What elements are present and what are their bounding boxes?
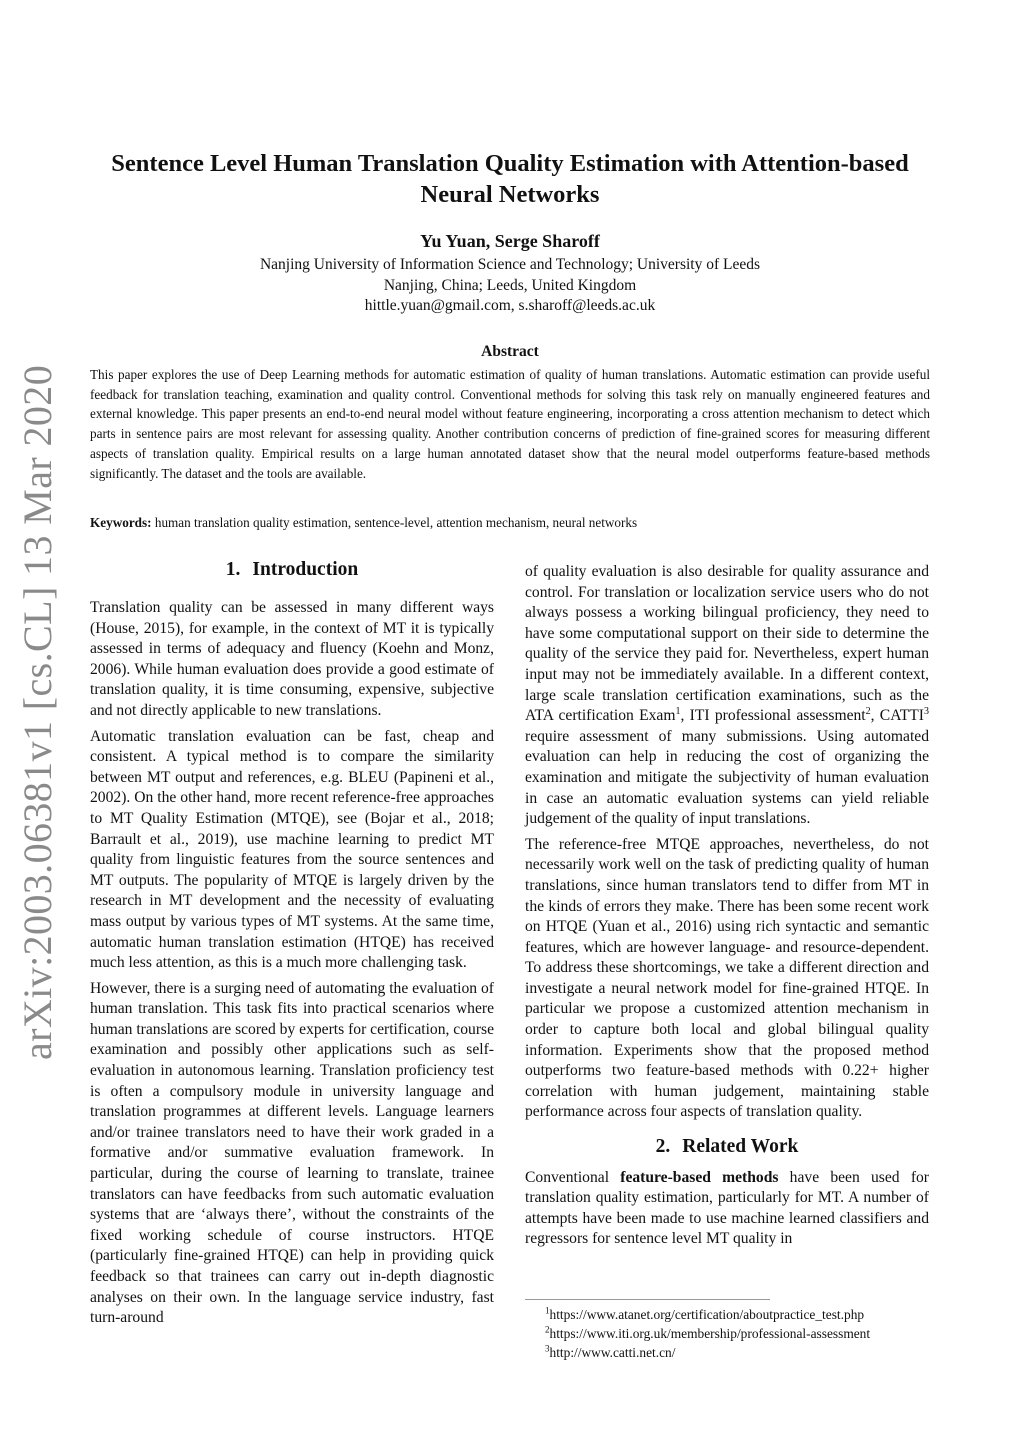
left-column [90, 559, 494, 1334]
keywords-text: human translation quality estimation, sentence-level, attention mechanism, neural networks [154, 515, 638, 530]
footnote-3-mark: 3 [545, 1343, 550, 1354]
section-1-number: 1. [225, 559, 241, 580]
footnote-1-link[interactable]: https://www.atanet.org/certification/aboutpractice_test.php [549, 1307, 865, 1322]
section-2-heading [525, 1137, 929, 1158]
footnote-1 [545, 1305, 870, 1324]
affiliation-line-2: Nanjing, China; Leeds, United Kingdom [383, 276, 637, 294]
arxiv-stamp: arXiv:2003.06381v1 [cs.CL] 13 Mar 2020 [15, 364, 60, 1060]
section-1-title: Introduction [252, 559, 359, 580]
author-emails: hittle.yuan@gmail.com, s.sharoff@leeds.ac.uk [364, 297, 656, 314]
right-column [525, 562, 929, 1255]
intro-paragraph-5: The reference-free MTQE approaches, nevertheless, do not necessarily work well on the task of predicting quality of human translations, since human translators tend to differ from MT in the kinds of errors they make. There has been some recent work on HTQE (Yuan et al., 2016) using rich syntactic and semantic features, which are however language- and resource-dependent. To address these shortcomings, we take a different direction and investigate a neural network model for fine-grained HTQE. In particular we propose a customized attention mechanism in order to capture both local and global bilingual quality information. Experiments show that the proposed method outperforms two feature-based methods with 0.22+ higher correlation with human judgement, maintaining stable performance across four aspects of translation quality. [525, 835, 929, 1121]
section-2-title: Related Work [682, 1136, 799, 1158]
authors: Yu Yuan, Serge Sharoff [420, 231, 600, 251]
intro-p4-part-b: , ITI professional assessment [680, 707, 866, 725]
abstract-text: This paper explores the use of Deep Learning methods for automatic estimation of quality of human translations. Automatic estimation can provide useful feedback for translation teaching, examination and quality control. Conventional methods for solving this task rely on manually engineered features and external knowledge. This paper presents an end-to-end neural model without feature engineering, incorporating a cross attention mechanism to detect which parts in sentence pairs are most relevant for assessing quality. Another contribution concerns of prediction of fine-grained scores for measuring different aspects of translation quality. Empirical results on a large human annotated dataset show that the neural model outperforms feature-based methods significantly. The dataset and the tools are available. [90, 367, 930, 481]
footnote-2-link[interactable]: https://www.iti.org.uk/membership/professional-assessment [549, 1326, 871, 1341]
footnote-ref-3[interactable]: 3 [923, 705, 929, 717]
title-line-2: Neural Networks [420, 181, 600, 208]
intro-paragraph-2: Automatic translation evaluation can be fast, cheap and consistent. A typical method is to compare the similarity between MT output and references, e.g. BLEU (Papineni et al., 2002). On the other hand, more recent reference-free approaches to MT Quality Estimation (MTQE), see (Bojar et al., 2018; Barrault et al., 2019), use machine learning to predict MT quality from linguistic features from the source sentences and MT outputs. The popularity of MTQE is largely driven by the research in MT development and the necessity of evaluating mass output by various types of MT systems. At the same time, automatic human translation estimation (HTQE) has received much less attention, as this is a much more challenging task. [90, 727, 494, 972]
footnote-3-link[interactable]: http://www.catti.net.cn/ [549, 1345, 676, 1360]
related-p1-bold: feature-based methods [620, 1168, 779, 1186]
related-p1-part-a: Conventional [525, 1168, 621, 1186]
affiliations [90, 255, 930, 317]
related-p1-part-b: have been used for translation quality estimation, particularly for MT. A number of attempts have been made to use machine learned classifiers and regressors for sentence level MT quality in [525, 1168, 929, 1248]
footnote-3 [545, 1343, 870, 1362]
footnote-2-mark: 2 [545, 1324, 550, 1335]
intro-paragraph-1: Translation quality can be assessed in many different ways (House, 2015), for example, in the context of MT it is typically assessed in terms of adequacy and fluency (Koehn and Monz, 2006). While human evaluation does provide a good estimate of translation quality, it is time consuming, expensive, subjective and not directly applicable to new translations. [90, 599, 494, 719]
intro-paragraph-4 [525, 562, 929, 830]
footnote-divider [525, 1299, 770, 1300]
section-2-number: 2. [655, 1136, 671, 1158]
footnote-ref-2[interactable]: 2 [865, 705, 871, 717]
related-paragraph-1 [525, 1168, 929, 1250]
paper-title [90, 148, 930, 210]
affiliation-line-1: Nanjing University of Information Science and Technology; University of Leeds [259, 256, 761, 273]
keywords-label: Keywords: [90, 515, 152, 530]
intro-p4-part-d: require assessment of many submissions. Using automated evaluation can help in reducing the cost of organizing the examination and mitigate the subjectivity of human evaluation in case an automatic evaluation systems can yield reliable judgement of the quality of input translations. [525, 727, 929, 828]
keywords [90, 515, 930, 531]
footnotes [545, 1305, 870, 1362]
footnote-2 [545, 1324, 870, 1343]
abstract-heading: Abstract [481, 343, 539, 360]
footnote-ref-1[interactable]: 1 [675, 705, 681, 717]
section-1-heading [90, 560, 494, 581]
intro-p4-part-a: of quality evaluation is also desirable for quality assurance and control. For translation or localization service users who do not always possess a working bilingual proficiency, they need to have some computational support on their side to determine the quality of the service they paid for. Nevertheless, expert human input may not be immediately available. In a different context, large scale translation certification examinations, such as the ATA certification Exam [525, 563, 929, 725]
title-line-1: Sentence Level Human Translation Quality Estimation with Attention-based [111, 150, 909, 177]
intro-p4-part-c: , CATTI [870, 707, 924, 725]
footnote-1-mark: 1 [545, 1305, 550, 1316]
intro-paragraph-3: However, there is a surging need of automating the evaluation of human translation. This task fits into practical scenarios where human translations are scored by experts for certification, course examination and possibly other applications such as self-evaluation in autonomous learning. Translation proficiency test is often a compulsory module in university language and translation programmes at different levels. Language learners and/or trainee translators need to have their work graded in a formative and/or summative evaluation framework. In particular, during the course of learning to translate, trainee translators can have feedbacks from such automatic evaluation systems that are ‘always there’, without the constraints of the fixed working schedule of course instructors. HTQE (particularly fine-grained HTQE) can help in providing quick feedback so that trainees can carry out in-depth diagnostic analyses on their own. In the language service industry, fast turn-around [90, 979, 494, 1327]
